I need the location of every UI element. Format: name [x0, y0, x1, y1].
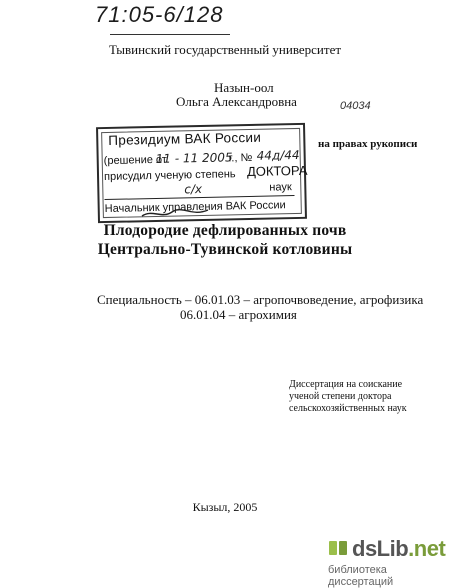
- dissertation-note-line-2: ученой степени доктора: [289, 391, 392, 402]
- place-and-year: Кызыл, 2005: [192, 500, 258, 514]
- university-name: Тывинский государственный университет: [108, 42, 342, 57]
- stamp-science-field: с/х: [184, 181, 203, 197]
- stamp-head-title: Начальник управления ВАК России: [104, 199, 286, 216]
- stamp-decision-prefix: (решение от: [103, 153, 167, 168]
- book-icon: [328, 538, 348, 558]
- stamp-decision-date: 11 - 11 2005: [155, 150, 233, 166]
- author-surname: Назын-оол: [214, 80, 274, 95]
- stamp-decision-number: 44д/44: [256, 147, 300, 163]
- dslib-watermark[interactable]: [318, 530, 450, 588]
- archive-code-handwritten: 71:05-6/128: [95, 2, 224, 27]
- watermark-subtitle: библиотека диссертаций: [328, 564, 394, 588]
- watermark-brand-suffix: .net: [408, 536, 446, 561]
- specialty-line-1: Специальность – 06.01.03 – агропочвоведение, агрофизика: [97, 292, 424, 307]
- stamp-decision-year-suffix: г., №: [228, 151, 253, 165]
- dissertation-note-line-1: Диссертация на соискание: [289, 379, 403, 390]
- signature-icon: [140, 207, 210, 219]
- stamp-title: Президиум ВАК России: [108, 129, 262, 148]
- author-given-names: Ольга Александровна: [176, 94, 297, 109]
- dissertation-note-line-3: сельскохозяйственных наук: [289, 403, 407, 414]
- watermark-brand: [352, 536, 445, 562]
- handwritten-registration-mark: 04034: [340, 100, 371, 112]
- stamp-degree: ДОКТОРА: [246, 162, 308, 180]
- archive-code-underline: [110, 34, 230, 35]
- stamp-science-label: наук: [269, 181, 292, 194]
- thesis-title-line-2: Центрально-Тувинской котловины: [97, 241, 353, 258]
- rights-notice: на правах рукописи: [318, 138, 418, 150]
- specialty-line-2: 06.01.04 – агрохимия: [180, 307, 297, 322]
- thesis-title-line-1: Плодородие дефлированных почв: [103, 222, 347, 239]
- watermark-brand-name: dsLib: [352, 536, 409, 561]
- stamp-awarded-label: присудил ученую степень: [103, 168, 236, 184]
